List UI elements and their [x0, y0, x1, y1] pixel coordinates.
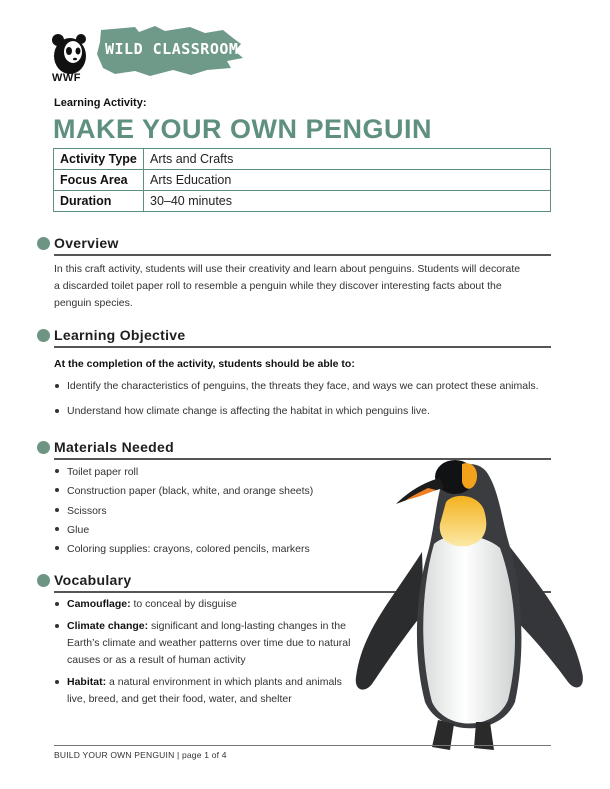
page-title: MAKE YOUR OWN PENGUIN [53, 114, 433, 144]
bullet-icon [55, 624, 59, 628]
vocab-term: Climate change: [67, 620, 149, 632]
row-value: 30–40 minutes [144, 191, 551, 212]
section-title: Materials Needed [54, 439, 174, 455]
list-item-text: Construction paper (black, white, and orange sheets) [67, 485, 314, 498]
banner-text: WILD CLASSROOM [105, 40, 239, 58]
row-value: Arts Education [144, 170, 551, 191]
bullet-icon [55, 469, 59, 473]
objective-list [54, 378, 554, 428]
list-item [54, 618, 354, 669]
list-item [54, 463, 354, 482]
vocab-definition: significant and long-lasting changes in the Earth’s climate and weather patterns over time due to natural causes or as a result of human activity [67, 620, 351, 666]
list-item [54, 521, 354, 540]
table-row [54, 191, 551, 212]
heading-dot-icon [37, 574, 50, 587]
overview-text [54, 261, 534, 312]
list-item [54, 378, 554, 395]
bullet-icon [55, 680, 59, 684]
vocabulary-list [54, 596, 354, 713]
table-row [54, 149, 551, 170]
overview-line: In this craft activity, students will use their creativity and learn about penguins. Students will decorate [54, 263, 521, 275]
bullet-icon [55, 546, 59, 550]
overview-heading [37, 235, 551, 255]
list-item-text: Glue [67, 523, 90, 536]
list-item [54, 596, 354, 613]
section-title: Vocabulary [54, 572, 132, 588]
list-item [54, 674, 354, 708]
vocab-term: Camouflage: [67, 598, 131, 610]
footer-text: BUILD YOUR OWN PENGUIN | page 1 of 4 [54, 750, 227, 760]
bullet-icon [55, 602, 59, 606]
bullet-icon [55, 488, 59, 492]
bullet-icon [55, 508, 59, 512]
bullet-icon [55, 409, 59, 413]
row-value: Arts and Crafts [144, 149, 551, 170]
list-item-text: Toilet paper roll [67, 466, 139, 478]
row-key: Duration [54, 191, 144, 212]
footer-divider [54, 745, 551, 746]
vocab-definition: to conceal by disguise [130, 598, 237, 610]
section-divider [54, 254, 551, 256]
activity-label: Learning Activity: [54, 97, 147, 109]
activity-info-table [53, 148, 551, 212]
list-item [54, 403, 554, 420]
list-item-text: Scissors [67, 504, 107, 517]
overview-line: a discarded toilet paper roll to resemble a penguin while they discover interesting facts about the [54, 280, 502, 292]
vocab-definition: a natural environment in which plants and animals live, breed, and get their food, water, and shelter [67, 676, 342, 705]
row-key: Activity Type [54, 149, 144, 170]
heading-dot-icon [37, 329, 50, 342]
list-item-text: Identify the characteristics of penguins, the threats they face, and ways we can protect these animals. [67, 380, 539, 392]
vocab-term: Habitat: [67, 676, 107, 688]
list-item-text: Understand how climate change is affecting the habitat in which penguins live. [67, 405, 430, 417]
bullet-icon [55, 527, 59, 531]
section-title: Learning Objective [54, 327, 186, 343]
heading-dot-icon [37, 441, 50, 454]
table-row [54, 170, 551, 191]
materials-list [54, 463, 354, 559]
list-item-text: Coloring supplies: crayons, colored pencils, markers [67, 543, 310, 556]
objective-heading [37, 327, 551, 347]
objective-intro: At the completion of the activity, students should be able to: [54, 358, 355, 370]
row-key: Focus Area [54, 170, 144, 191]
heading-dot-icon [37, 237, 50, 250]
list-item [54, 540, 354, 559]
list-item [54, 502, 354, 521]
bullet-icon [55, 384, 59, 388]
overview-line: penguin species. [54, 297, 133, 309]
penguin-image [350, 452, 590, 757]
list-item [54, 482, 354, 501]
section-title: Overview [54, 235, 119, 251]
section-divider [54, 346, 551, 348]
wwf-logo-text: WWF [52, 72, 81, 84]
